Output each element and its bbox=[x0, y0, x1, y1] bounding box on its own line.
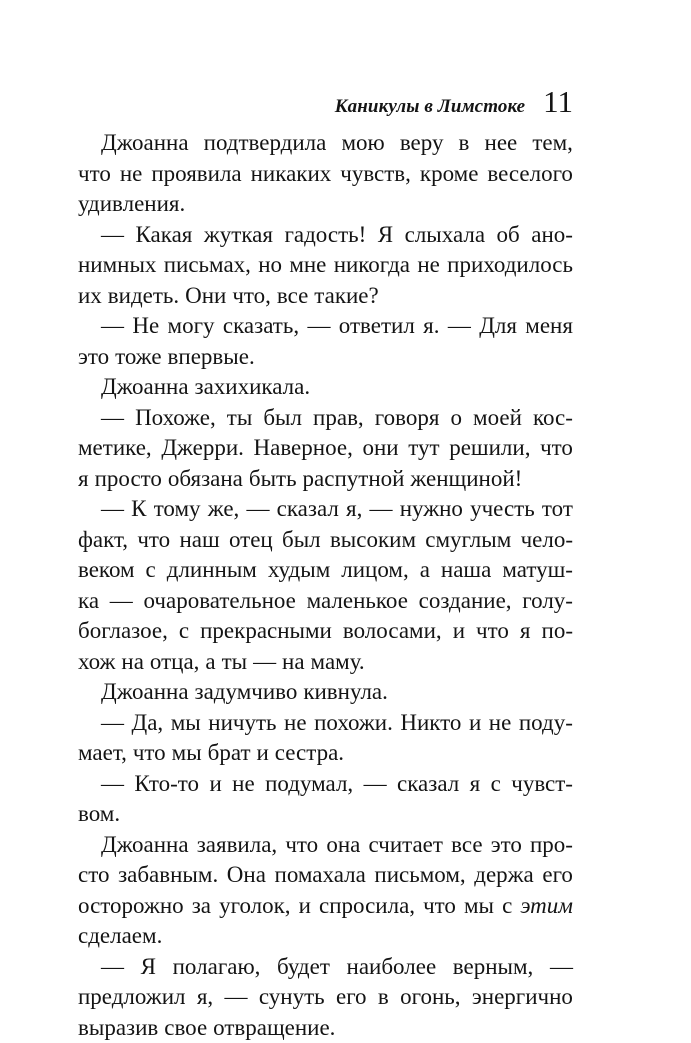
word: по- bbox=[542, 616, 573, 647]
text-line bbox=[78, 555, 573, 586]
word: с bbox=[502, 891, 512, 922]
page-number: 11 bbox=[543, 86, 573, 117]
word: прекрасными bbox=[200, 616, 332, 647]
word: мы bbox=[171, 708, 201, 739]
text-line bbox=[78, 403, 573, 434]
word: подтвердила bbox=[204, 128, 327, 159]
running-head bbox=[335, 86, 573, 118]
word: матуш- bbox=[502, 555, 573, 586]
word: волосами, bbox=[343, 616, 442, 647]
word: сунуть bbox=[259, 982, 325, 1013]
word: отца, bbox=[150, 647, 200, 678]
word: что bbox=[285, 830, 318, 861]
word: длинным bbox=[167, 555, 257, 586]
word: в bbox=[459, 128, 470, 159]
word: я bbox=[470, 769, 481, 800]
word: будет bbox=[277, 952, 330, 983]
word: их bbox=[78, 281, 102, 312]
word: ничуть bbox=[208, 708, 276, 739]
word: с bbox=[179, 616, 189, 647]
word: помахала bbox=[275, 860, 366, 891]
word: — bbox=[364, 769, 387, 800]
word: факт, bbox=[78, 525, 128, 556]
word: не bbox=[489, 708, 512, 739]
word: про- bbox=[530, 830, 573, 861]
word: хож bbox=[78, 647, 115, 678]
text-line bbox=[78, 250, 573, 281]
word: никогда bbox=[334, 250, 410, 281]
text-line bbox=[78, 464, 573, 495]
word: не bbox=[284, 708, 307, 739]
word: задумчиво bbox=[195, 677, 298, 708]
word: сказал bbox=[277, 494, 339, 525]
text-line bbox=[78, 860, 573, 891]
word: и bbox=[299, 891, 311, 922]
word: кивнула. bbox=[303, 677, 388, 708]
word: боглазое, bbox=[78, 616, 168, 647]
word: — bbox=[370, 494, 393, 525]
word: с bbox=[146, 555, 156, 586]
text-line bbox=[78, 1013, 573, 1043]
word: все bbox=[277, 281, 308, 312]
word: ответил bbox=[339, 311, 415, 342]
word: полагаю, bbox=[173, 952, 261, 983]
word: Я bbox=[378, 220, 393, 251]
text-line bbox=[78, 616, 573, 647]
word: она bbox=[326, 830, 360, 861]
word: — bbox=[550, 952, 573, 983]
text-line bbox=[78, 708, 573, 739]
word: Она bbox=[227, 860, 266, 891]
word: мою bbox=[341, 128, 384, 159]
word: захихикала. bbox=[195, 372, 311, 403]
word: Похоже, bbox=[135, 403, 216, 434]
text-line bbox=[78, 799, 573, 830]
word: они bbox=[362, 433, 398, 464]
text-line bbox=[78, 830, 573, 861]
word: наша bbox=[441, 555, 491, 586]
word: на bbox=[121, 647, 144, 678]
word: видеть. bbox=[108, 281, 179, 312]
word: веселого bbox=[487, 159, 573, 190]
word: с bbox=[491, 769, 501, 800]
word: приходилось bbox=[447, 250, 573, 281]
word: спросила, bbox=[319, 891, 415, 922]
text-line bbox=[78, 891, 573, 922]
word: веком bbox=[78, 555, 135, 586]
word: мает, bbox=[78, 738, 127, 769]
word: это bbox=[491, 830, 522, 861]
word: нужно bbox=[400, 494, 463, 525]
word: держа bbox=[474, 860, 534, 891]
word: в bbox=[378, 982, 389, 1013]
word: удивления. bbox=[78, 189, 185, 220]
word: и bbox=[469, 708, 481, 739]
word: жуткая bbox=[204, 220, 273, 251]
word: сто bbox=[78, 860, 109, 891]
word: за bbox=[192, 891, 211, 922]
word: Джерри. bbox=[161, 433, 244, 464]
word: быть bbox=[249, 464, 297, 495]
word: его bbox=[336, 982, 367, 1013]
word: это bbox=[78, 342, 109, 373]
word: не bbox=[120, 159, 143, 190]
word: К bbox=[131, 494, 146, 525]
word: Джоанна bbox=[101, 128, 189, 159]
word: предложил bbox=[78, 982, 186, 1013]
word: что bbox=[540, 433, 573, 464]
body-text bbox=[78, 128, 573, 1043]
word: свое bbox=[164, 1013, 207, 1043]
word: был bbox=[282, 525, 321, 556]
word: осторожно bbox=[78, 891, 184, 922]
word: тому bbox=[154, 494, 201, 525]
word: лицом, bbox=[341, 555, 408, 586]
text-line bbox=[78, 494, 573, 525]
word: считает bbox=[369, 830, 443, 861]
word: ка bbox=[78, 586, 99, 617]
text-line bbox=[78, 982, 573, 1013]
word: тот bbox=[542, 494, 573, 525]
word: маму. bbox=[311, 647, 365, 678]
text-line bbox=[78, 738, 573, 769]
word: я, bbox=[346, 494, 362, 525]
word: мне bbox=[289, 250, 326, 281]
text-line bbox=[78, 189, 573, 220]
word: отвращение. bbox=[213, 1013, 335, 1043]
word: но bbox=[258, 250, 282, 281]
text-line bbox=[78, 311, 573, 342]
word: подумал, bbox=[265, 769, 353, 800]
word: решили, bbox=[449, 433, 530, 464]
word: я bbox=[520, 616, 531, 647]
word: что bbox=[476, 616, 509, 647]
word: наиболее bbox=[347, 952, 437, 983]
word: тут bbox=[408, 433, 439, 464]
word: забавным. bbox=[118, 860, 218, 891]
word: — bbox=[307, 311, 330, 342]
word: сказал bbox=[397, 769, 459, 800]
word: тем, bbox=[532, 128, 573, 159]
text-line bbox=[78, 769, 573, 800]
word: Я bbox=[141, 952, 156, 983]
word: просто bbox=[95, 464, 162, 495]
word: об bbox=[497, 220, 520, 251]
word: — bbox=[225, 982, 248, 1013]
word: Кто-то bbox=[134, 769, 199, 800]
word: поду- bbox=[519, 708, 573, 739]
text-line bbox=[78, 677, 573, 708]
word: нее bbox=[485, 128, 518, 159]
word: наш bbox=[179, 525, 219, 556]
word: я bbox=[78, 464, 89, 495]
word: Для bbox=[479, 311, 517, 342]
word: ано- bbox=[531, 220, 573, 251]
word: Да, bbox=[132, 708, 164, 739]
word: моей bbox=[473, 403, 522, 434]
word: прав, bbox=[313, 403, 364, 434]
word: женщиной! bbox=[410, 464, 522, 495]
word: Они bbox=[185, 281, 226, 312]
word: не bbox=[417, 250, 440, 281]
word: был bbox=[263, 403, 302, 434]
word: обязана bbox=[168, 464, 243, 495]
word: смуглым bbox=[425, 525, 511, 556]
word: — bbox=[253, 647, 276, 678]
word: метике, bbox=[78, 433, 152, 464]
word: что, bbox=[232, 281, 271, 312]
word: и bbox=[209, 769, 221, 800]
word: и bbox=[256, 738, 268, 769]
word: проявила bbox=[151, 159, 241, 190]
text-line bbox=[78, 342, 573, 373]
word: а bbox=[205, 647, 215, 678]
word: я. bbox=[423, 311, 439, 342]
word: уголок, bbox=[219, 891, 290, 922]
word: а bbox=[420, 555, 430, 586]
word: веру bbox=[400, 128, 444, 159]
word: учесть bbox=[470, 494, 535, 525]
word: очаровательное bbox=[144, 586, 296, 617]
word: Джоанна bbox=[101, 372, 189, 403]
word: не bbox=[232, 769, 255, 800]
word: Никто bbox=[400, 708, 461, 739]
word: чувст- bbox=[511, 769, 573, 800]
text-line bbox=[78, 647, 573, 678]
word: мы bbox=[172, 738, 202, 769]
word: что bbox=[78, 159, 111, 190]
word: ты bbox=[222, 647, 248, 678]
word: что bbox=[423, 891, 456, 922]
word: Джоанна bbox=[101, 830, 189, 861]
word: Какая bbox=[136, 220, 193, 251]
word: что bbox=[133, 738, 166, 769]
word: я, bbox=[197, 982, 213, 1013]
word: — bbox=[110, 586, 133, 617]
text-line bbox=[78, 586, 573, 617]
word: — bbox=[448, 311, 471, 342]
word: Наверное, bbox=[254, 433, 353, 464]
word: голу- bbox=[522, 586, 573, 617]
word: распутной bbox=[303, 464, 405, 495]
word: Не bbox=[132, 311, 159, 342]
word: нимных bbox=[78, 250, 156, 281]
text-line bbox=[78, 372, 573, 403]
text-line bbox=[78, 220, 573, 251]
word: его bbox=[542, 860, 573, 891]
word: впервые. bbox=[168, 342, 255, 373]
word: сделаем. bbox=[78, 921, 162, 952]
text-line bbox=[78, 433, 573, 464]
word: вом. bbox=[78, 799, 120, 830]
running-title: Каникулы в Лимстоке bbox=[335, 96, 525, 118]
text-line bbox=[78, 128, 573, 159]
word: заявила, bbox=[197, 830, 277, 861]
word: энергично bbox=[472, 982, 573, 1013]
word: — bbox=[101, 769, 124, 800]
word: все bbox=[451, 830, 482, 861]
text-line bbox=[78, 281, 573, 312]
word: огонь, bbox=[400, 982, 460, 1013]
word: выразив bbox=[78, 1013, 158, 1043]
word: — bbox=[101, 311, 124, 342]
word: и bbox=[453, 616, 465, 647]
word: — bbox=[101, 708, 124, 739]
word: создание, bbox=[419, 586, 512, 617]
word: такие? bbox=[314, 281, 378, 312]
word: худым bbox=[268, 555, 330, 586]
word: ты bbox=[227, 403, 253, 434]
word: сестра. bbox=[275, 738, 344, 769]
word: говоря bbox=[375, 403, 440, 434]
word: — bbox=[101, 220, 124, 251]
word: меня bbox=[525, 311, 573, 342]
word: письмах, bbox=[164, 250, 251, 281]
word: верным, bbox=[453, 952, 534, 983]
text-line bbox=[78, 921, 573, 952]
word: похожи. bbox=[314, 708, 393, 739]
word: высоким bbox=[330, 525, 416, 556]
word: — bbox=[101, 952, 124, 983]
word: слыхала bbox=[405, 220, 485, 251]
word: отец bbox=[229, 525, 273, 556]
word: что bbox=[137, 525, 170, 556]
word: же, bbox=[208, 494, 240, 525]
word: кос- bbox=[533, 403, 573, 434]
emphasized-word: этим bbox=[520, 891, 573, 922]
word: чувств, bbox=[340, 159, 411, 190]
word: о bbox=[450, 403, 462, 434]
word: Джоанна bbox=[101, 677, 189, 708]
word: на bbox=[282, 647, 305, 678]
word: сказать, bbox=[223, 311, 299, 342]
word: мы bbox=[464, 891, 494, 922]
word: маленькое bbox=[307, 586, 408, 617]
word: никаких bbox=[251, 159, 332, 190]
text-line bbox=[78, 159, 573, 190]
word: могу bbox=[168, 311, 215, 342]
word: чело- bbox=[521, 525, 573, 556]
word: — bbox=[101, 494, 124, 525]
word: брат bbox=[208, 738, 251, 769]
text-line bbox=[78, 525, 573, 556]
word: тоже bbox=[115, 342, 161, 373]
word: письмом, bbox=[374, 860, 465, 891]
word: — bbox=[101, 403, 124, 434]
text-line bbox=[78, 952, 573, 983]
word: — bbox=[246, 494, 269, 525]
word: гадость! bbox=[284, 220, 366, 251]
word: кроме bbox=[420, 159, 479, 190]
